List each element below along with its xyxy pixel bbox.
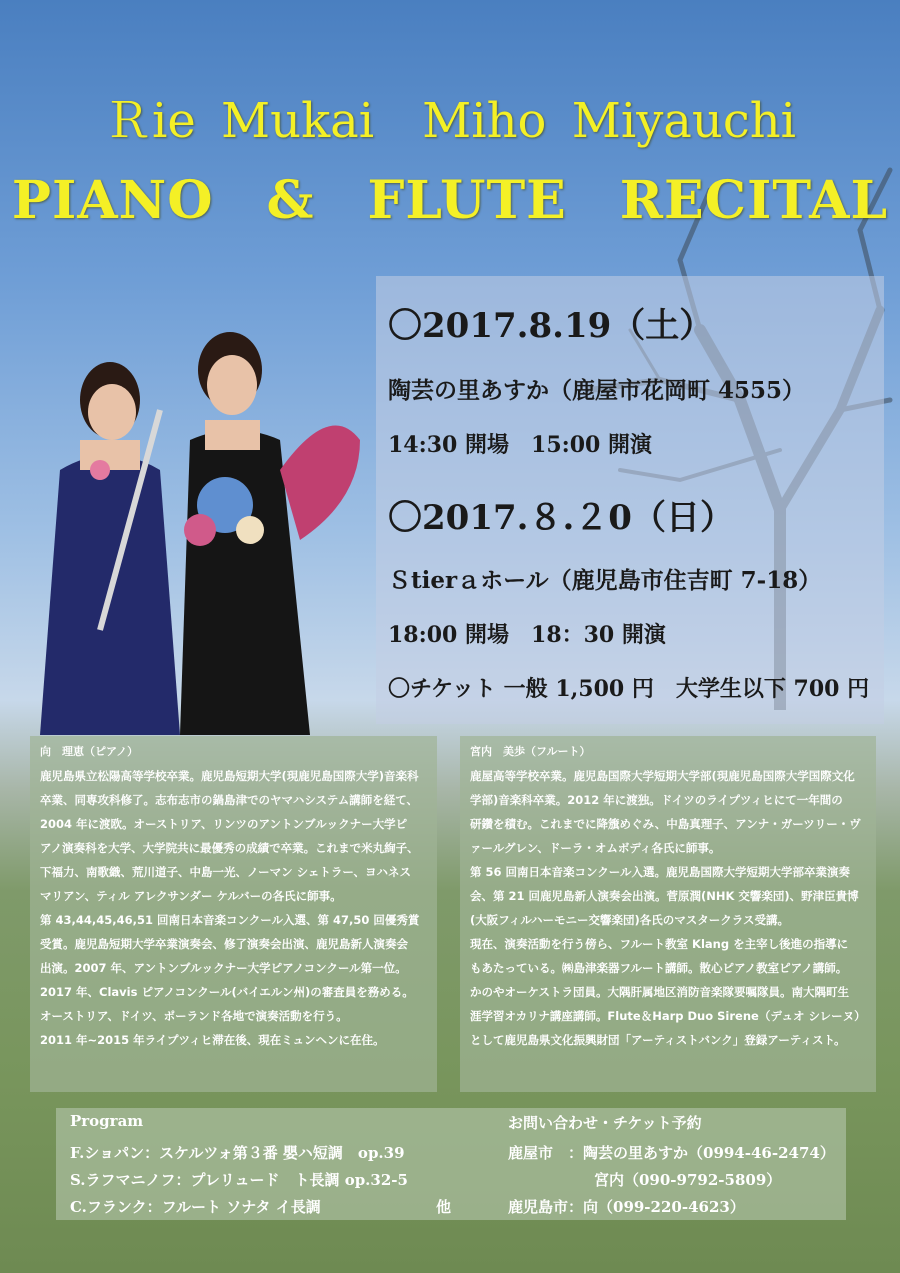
bio-line: アノ演奏科を大学、大学院共に最優秀の成績で卒業。これまで米丸絢子、 <box>40 841 419 855</box>
bio-line: 2011 年~2015 年ライプツィヒ滞在後、現在ミュンヘンに在住。 <box>40 1033 385 1047</box>
contact-line: 宮内（090-9792-5809） <box>594 1171 782 1189</box>
concert-1-date: 〇2017.8.19（土） <box>388 306 714 346</box>
bio-line: 出演。2007 年、アントンブルックナー大学ピアノコンクール第一位。 <box>40 961 407 975</box>
flutist-bio <box>460 736 876 1092</box>
program-item: C.フランク：フルート ソナタ イ長調 <box>70 1198 321 1216</box>
concert-info-panel <box>376 276 884 724</box>
bio-line: として鹿児島県文化振興財団「アーティストバンク」登録アーティスト。 <box>470 1033 846 1047</box>
bio-line: 2017 年、Clavis ピアノコンクール(バイエルン州)の審査員を務める。 <box>40 985 414 999</box>
bio-line: 鹿屋高等学校卒業。鹿児島国際大学短期大学部(現鹿児島国際大学国際文化 <box>470 769 855 783</box>
bio-line: かのやオーケストラ団員。大隅肝属地区消防音楽隊要嘱隊員。南大隅町生 <box>470 985 850 999</box>
bio-line: 涯学習オカリナ講座講師。Flute＆Harp Duo Sirene（デュオ シレーヌ） <box>470 1009 866 1023</box>
performers-title: Ｒie Mukai Miho Miyauchi <box>103 93 796 149</box>
bio-line: 卒業、同専攻科修了。志布志市の鍋島津でのヤマハシステム講師を経て、 <box>40 793 419 807</box>
bio-line: オーストリア、ドイツ、ポーランド各地で演奏活動を行う。 <box>40 1009 348 1023</box>
performers-photo <box>20 330 370 735</box>
bio-line: 現在、演奏活動を行う傍ら、フルート教室 Klang を主宰し後進の指導に <box>470 937 849 951</box>
contact-heading: お問い合わせ・チケット予約 <box>508 1114 702 1132</box>
bio-line: 2004 年に渡欧。オーストリア、リンツのアントンブルックナー大学ピ <box>40 817 408 831</box>
ticket-price: 〇チケット 一般 1,500 円 大学生以下 700 円 <box>388 676 870 702</box>
bio-line: 鹿児島県立松陽高等学校卒業。鹿児島短期大学(現鹿児島国際大学)音楽科 <box>40 769 419 783</box>
flutist-bio-heading: 宮内 美歩（フルート） <box>470 745 591 758</box>
bio-line: 第 56 回南日本音楽コンクール入選。鹿児島国際大学短期大学部卒業演奏 <box>470 865 851 879</box>
program-item: F.ショパン：スケルツォ第３番 嬰ハ短調 op.39 <box>70 1144 405 1162</box>
concert-2-time: 18:00 開場 18：30 開演 <box>388 622 666 648</box>
pianist-bio <box>30 736 437 1092</box>
bio-line: 学部)音楽科卒業。2012 年に渡独。ドイツのライプツィヒにて一年間の <box>470 793 843 807</box>
bio-line: ァールグレン、ドーラ・オムボディ各氏に師事。 <box>470 841 721 855</box>
bio-line: 第 43,44,45,46,51 回南日本音楽コンクール入選、第 47,50 回優秀賞 <box>40 913 420 927</box>
bio-line: マリアン、ティル アレクサンダー ケルバーの各氏に師事。 <box>40 889 342 903</box>
contact-line: 鹿屋市 ：陶芸の里あすか（0994-46-2474） <box>508 1144 835 1162</box>
bio-line: 下福力、南歌織、荒川道子、中島一光、ノーマン シェトラー、ヨハネス <box>40 865 411 879</box>
bio-line: 研鑽を積む。これまでに降籏めぐみ、中島真理子、アンナ・ガーツリー・ヴ <box>470 817 861 831</box>
contact-line: 鹿児島市：向（099-220-4623） <box>508 1198 745 1216</box>
program-etc: 他 <box>436 1198 452 1216</box>
program-heading: Program <box>70 1112 144 1130</box>
concert-1-venue: 陶芸の里あすか（鹿屋市花岡町 4555） <box>388 377 806 404</box>
concert-1-time: 14:30 開場 15:00 開演 <box>388 432 653 458</box>
concert-2-venue: Ｓtierａホール（鹿児島市住吉町 7-18） <box>388 567 822 594</box>
concert-2-date: 〇2017.８.２0（日） <box>388 498 734 538</box>
program-item: S.ラフマニノフ：プレリュード ト長調 op.32-5 <box>70 1171 408 1189</box>
bio-line: もあたっている。㈱島津楽器フルート講師。散心ピアノ教室ピアノ講師。 <box>470 961 848 975</box>
program-contact-panel <box>56 1108 846 1220</box>
bio-line: 受賞。鹿児島短期大学卒業演奏会、修了演奏会出演、鹿児島新人演奏会 <box>40 937 408 951</box>
bio-line: (大阪フィルハーモニー交響楽団)各氏のマスタークラス受講。 <box>470 913 789 927</box>
bio-line: 会、第 21 回鹿児島新人演奏会出演。菅原潤(NHK 交響楽団)、野津臣貴博 <box>470 889 859 903</box>
recital-title: PIANO & FLUTE RECITAL <box>11 170 889 231</box>
pianist-bio-heading: 向 理恵（ピアノ） <box>40 745 139 758</box>
